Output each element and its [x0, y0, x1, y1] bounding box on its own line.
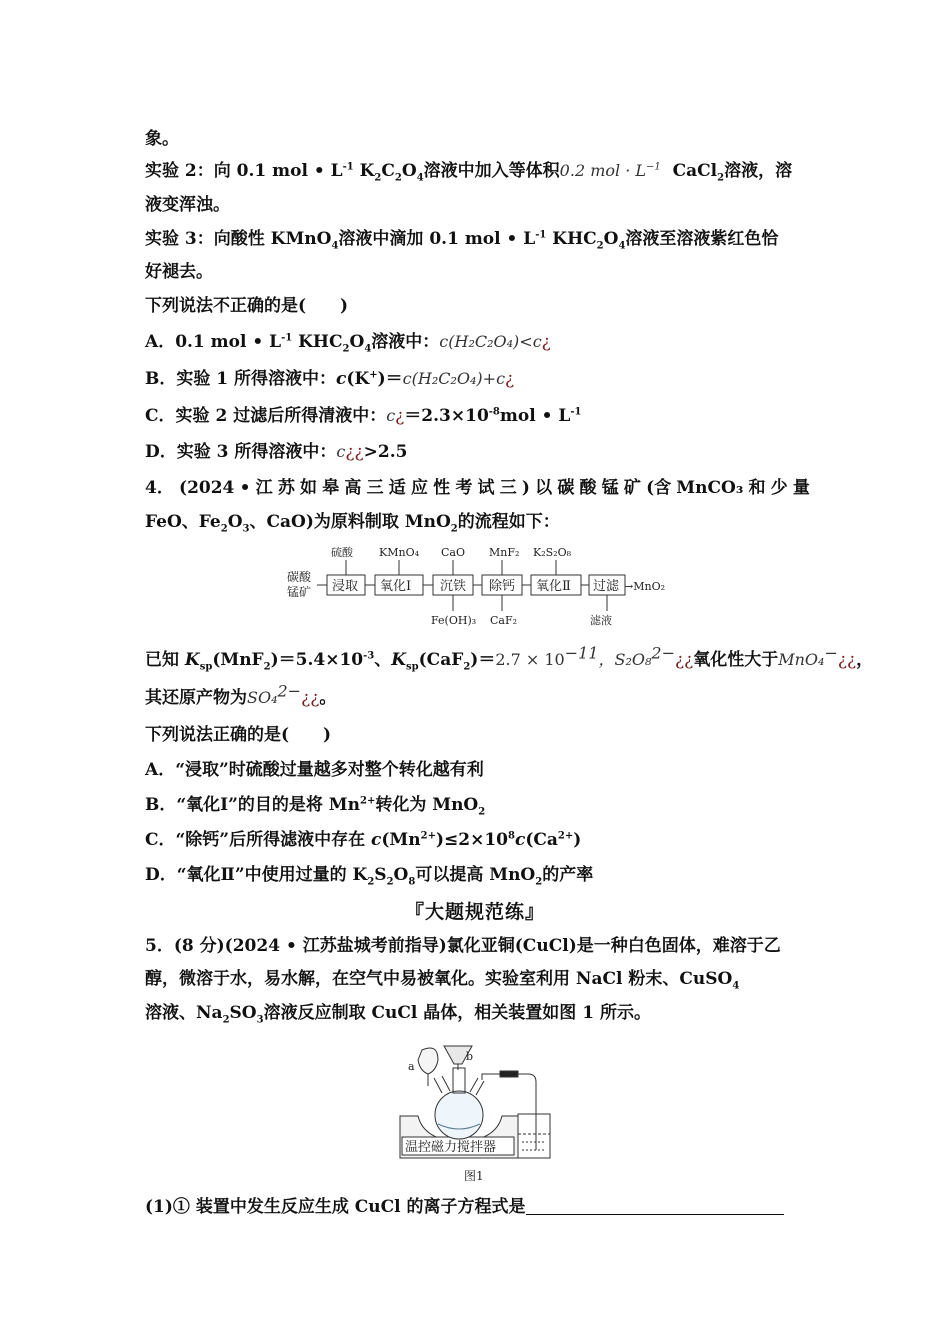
label-a: a	[408, 1060, 415, 1073]
q4-header-token: 高	[344, 478, 362, 498]
q4-header-token: 酸	[579, 478, 597, 498]
q4-header-token: 如	[300, 478, 318, 498]
flow-output-1: Fe(OH)₃	[431, 614, 477, 627]
funnel-a	[418, 1048, 438, 1074]
experiment-2-line: 实验 2：向 0.1 mol • $L^{-1}$ $K_2C_2O_4$溶液中加入等体积0.2 mol · $L^{-1}$ CaCl$_2$溶液，溶	[145, 161, 793, 184]
q4-header-token: 江	[255, 478, 273, 498]
question-5-line-2: 醇，微溶于水，易水解，在空气中易被氧化。实验室利用 NaCl 粉末、CuSO$_4$	[145, 969, 740, 992]
text-line-1: 象。	[145, 129, 179, 149]
flow-step-2-label: 氧化Ⅰ	[380, 579, 412, 594]
q4-header-token: 碳	[557, 478, 575, 498]
q4-header-token: 锰	[601, 478, 619, 498]
q4-header-token: 适	[388, 478, 406, 498]
q3-option-b[interactable]: B．实验 1 所得溶液中：c(K+)＝c(H₂C₂O₄)+c¿	[145, 369, 515, 389]
flow-step-6-label: 过滤	[593, 579, 620, 594]
stirrer-label: 温控磁力搅拌器	[405, 1140, 497, 1155]
beaker	[518, 1114, 550, 1158]
q4-header-token: 性	[433, 478, 451, 498]
q4-header-token: 试	[477, 478, 495, 498]
three-neck-flask	[435, 1091, 483, 1139]
flow-output-3: 滤液	[590, 614, 612, 627]
q4-header-token: 苏	[277, 478, 295, 498]
flow-input-1: 硫酸	[331, 546, 353, 559]
experiment-2-line-2: 液变浑浊。	[145, 195, 230, 215]
flow-step-3-label: 沉铁	[440, 579, 467, 594]
q3-option-a[interactable]: A．0.1 mol • $L^{-1}$ $KHC_2O_4$溶液中：c(H₂C₂O₄)<c¿	[145, 332, 551, 355]
flow-input-3: CaO	[441, 546, 465, 559]
q4-header-token: 4．	[145, 478, 174, 498]
q4-header-token: )	[521, 478, 530, 498]
flow-input-4: MnF₂	[489, 546, 520, 559]
known-conditions-line: 已知 $K_{sp}(MnF_2)=5.4\times 10^{-3}$、$K_{sp}(CaF_2)=2.7 \times 10^{-11}$，S₂O₈$^{2-}$¿¿氧化性大于MnO₄−¿¿，	[145, 643, 874, 673]
q3-option-c[interactable]: C．实验 2 过滤后所得清液中：$c¿=2.3\times 10^{-8}mol$ • $L^{-1}$	[145, 406, 582, 426]
math-concentration: 0.2 mol · $L^{-1}$	[559, 161, 661, 180]
experiment-3-line: 实验 3：向酸性 KMnO$_4$溶液中滴加 0.1 mol • $L^{-1}$ $KHC_2O_4$溶液至溶液紫红色恰	[145, 229, 779, 252]
flow-product: →MnO₂	[624, 580, 665, 593]
q4-header-token: 三	[499, 478, 517, 498]
q3-option-d[interactable]: D．实验 3 所得溶液中：c¿¿>2.5	[145, 442, 408, 462]
flow-output-2: CaF₂	[490, 614, 518, 627]
question-3-prompt: 下列说法不正确的是( )	[145, 296, 349, 316]
question-4-prompt: 下列说法正确的是( )	[145, 725, 332, 745]
q4-header-token: 矿	[623, 478, 641, 498]
q4-option-d[interactable]: D．“氧化Ⅱ”中使用过量的 $K_2S_2O_8$可以提高 MnO$_2$的产率	[145, 865, 594, 888]
flow-start-top: 碳酸	[287, 570, 312, 584]
q4-header-token: •	[239, 478, 251, 498]
q4-header-token: (2024	[179, 478, 235, 498]
question-4-header	[145, 476, 810, 500]
question-4-line-2: FeO、$Fe_2O_3$、CaO)为原料制取 MnO$_2$的流程如下：	[145, 512, 560, 535]
reduction-product-line: 其还原产物为SO₄$^{2-}$¿¿。	[145, 681, 337, 708]
section-title: 『大题规范练』	[404, 901, 545, 923]
label-b: b	[466, 1050, 474, 1063]
q4-header-token: 三	[366, 478, 384, 498]
flow-step-4-label: 除钙	[489, 579, 516, 594]
question-5-line-3: 溶液、$Na_2SO_3$溶液反应制取 CuCl 晶体，相关装置如图 1 所示。	[145, 1003, 651, 1026]
q4-option-c[interactable]: C．“除钙”后所得滤液中存在 $c(Mn^{2+})\le 2\times 10^8c(Ca^{2+})$	[145, 830, 582, 850]
q4-header-token: 考	[455, 478, 473, 498]
q4-header-token: 皋	[322, 478, 340, 498]
question-5-line-1: 5．(8 分)(2024 • 江苏盐城考前指导)氯化亚铜(CuCl)是一种白色固体，难溶于乙	[145, 936, 781, 956]
q4-header-token: 应	[410, 478, 428, 498]
q4-header-token: 和	[748, 478, 766, 498]
flow-step-5-label: 氧化Ⅱ	[536, 579, 571, 594]
answer-blank[interactable]	[526, 1196, 784, 1215]
q4-option-a[interactable]: A．“浸取”时硫酸过量越多对整个转化越有利	[145, 760, 484, 780]
process-flow-diagram	[285, 543, 670, 633]
flow-input-2: KMnO₄	[379, 546, 419, 559]
q4-header-token: MnCO₃	[676, 478, 744, 498]
flow-input-5: K₂S₂O₈	[533, 546, 572, 559]
flow-start-bottom: 锰矿	[287, 585, 312, 599]
q4-header-token: 少	[770, 478, 788, 498]
question-5-sub-1: (1)① 装置中发生反应生成 CuCl 的离子方程式是	[145, 1195, 815, 1219]
flow-step-1-label: 浸取	[332, 579, 359, 594]
q4-header-token: 以	[535, 478, 553, 498]
q4-header-token: (含	[646, 478, 672, 498]
figure-caption: 图1	[464, 1169, 484, 1183]
q4-header-token: 量	[792, 478, 810, 498]
q4-option-b[interactable]: B．“氧化Ⅰ”的目的是将 $Mn^{2+}$转化为 MnO$_2$	[145, 795, 486, 818]
experiment-3-line-2: 好褪去。	[145, 262, 213, 282]
apparatus-figure	[398, 1038, 558, 1188]
